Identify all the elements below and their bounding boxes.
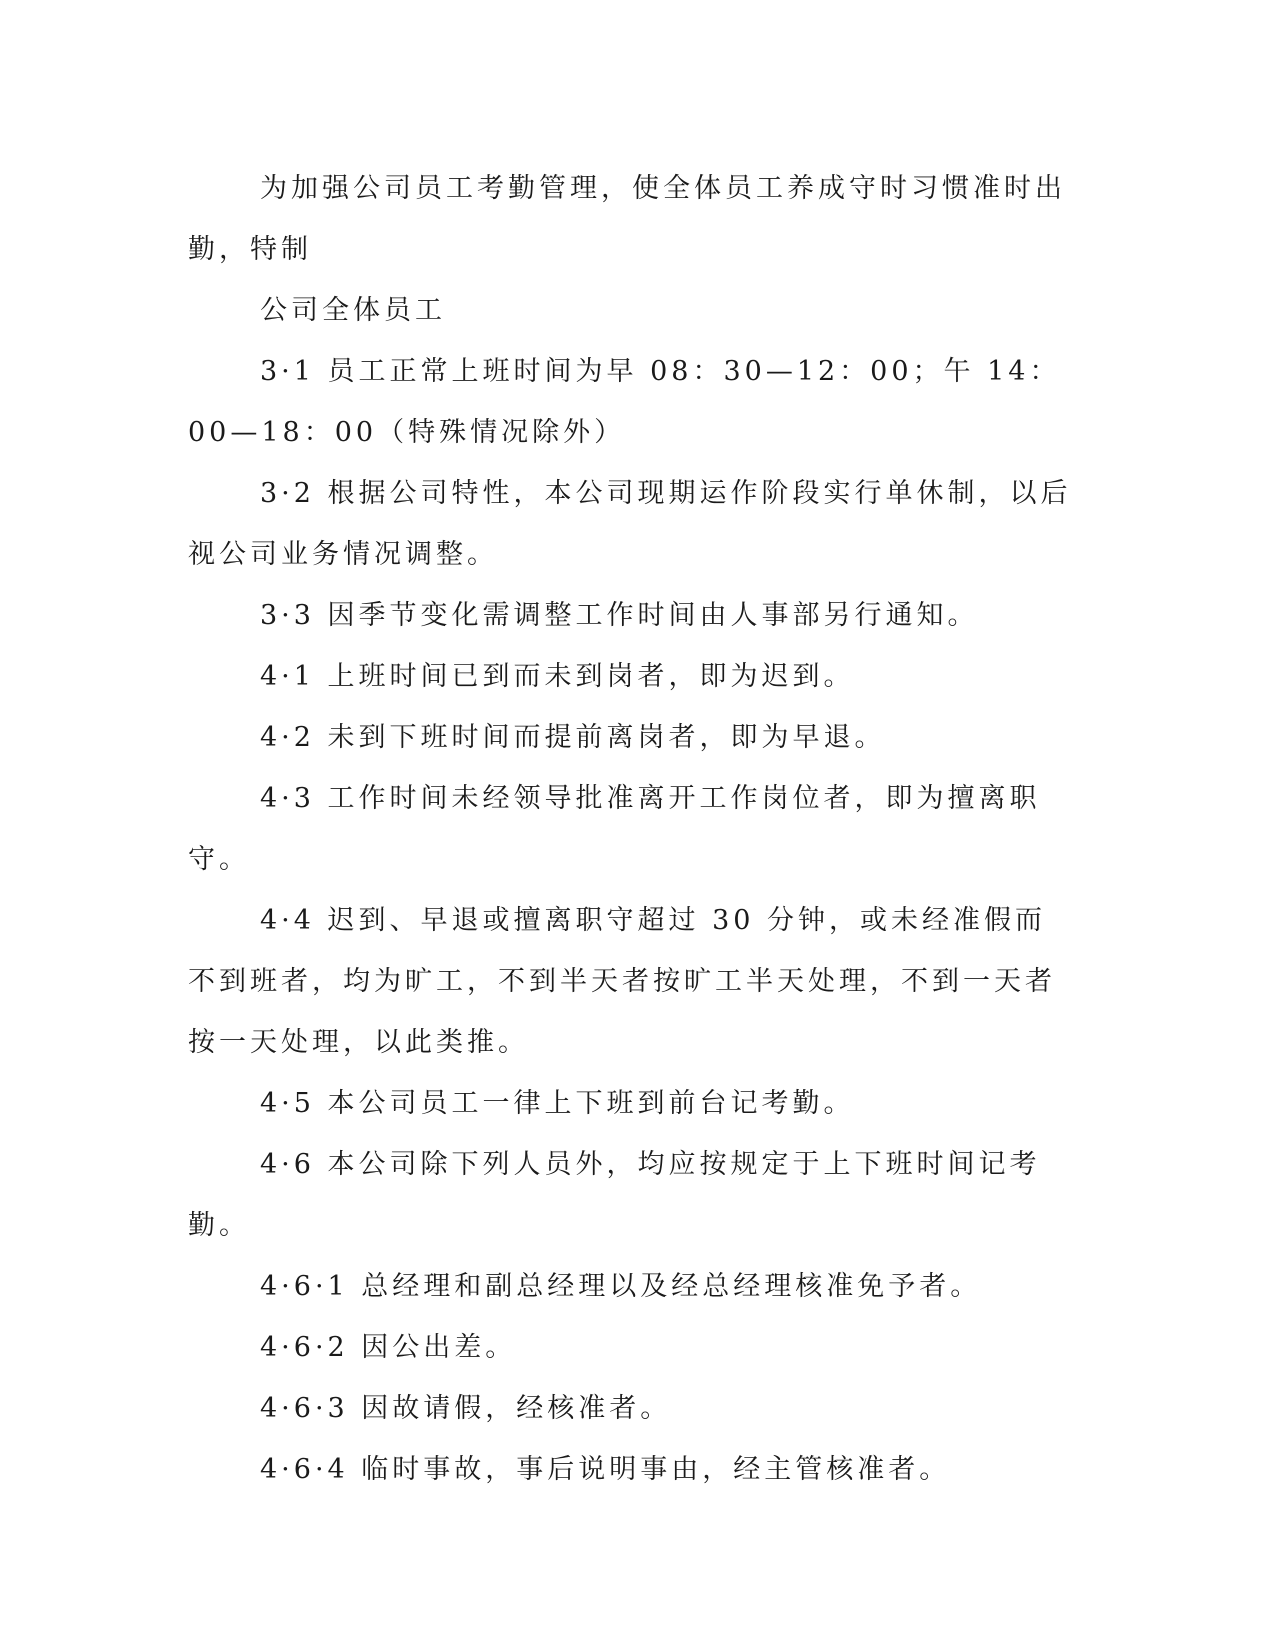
paragraph-4-6-4: 4·6·4 临时事故，事后说明事由，经主管核准者。 [260, 1454, 951, 1485]
paragraph-4-6: 4·6 本公司除下列人员外，均应按规定于上下班时间记考勤。 [188, 1149, 1041, 1241]
document-body [188, 158, 1078, 1500]
paragraph-4-4: 4·4 迟到、早退或擅离职守超过 30 分钟，或未经准假而不到班者，均为旷工，不到半天者按旷工半天处理，不到一天者按一天处理，以此类推。 [188, 905, 1056, 1058]
paragraph-4-1: 4·1 上班时间已到而未到岗者，即为迟到。 [260, 661, 855, 692]
paragraph-scope: 公司全体员工 [260, 295, 446, 326]
paragraph-4-6-3: 4·6·3 因故请假，经核准者。 [260, 1393, 672, 1424]
paragraph-3-3: 3·3 因季节变化需调整工作时间由人事部另行通知。 [260, 600, 979, 631]
paragraph-4-6-1: 4·6·1 总经理和副总经理以及经总经理核准免予者。 [260, 1271, 982, 1302]
paragraph-3-1: 3·1 员工正常上班时间为早 08：30—12：00；午 14：00—18：00（特殊情况除外） [188, 356, 1061, 448]
paragraph-4-6-2: 4·6·2 因公出差。 [260, 1332, 517, 1363]
paragraph-4-5: 4·5 本公司员工一律上下班到前台记考勤。 [260, 1088, 855, 1119]
paragraph-purpose: 为加强公司员工考勤管理，使全体员工养成守时习惯准时出勤，特制 [188, 173, 1066, 265]
paragraph-4-3: 4·3 工作时间未经领导批准离开工作岗位者，即为擅离职守。 [188, 783, 1041, 875]
paragraph-4-2: 4·2 未到下班时间而提前离岗者，即为早退。 [260, 722, 886, 753]
paragraph-3-2: 3·2 根据公司特性，本公司现期运作阶段实行单休制，以后视公司业务情况调整。 [188, 478, 1072, 570]
